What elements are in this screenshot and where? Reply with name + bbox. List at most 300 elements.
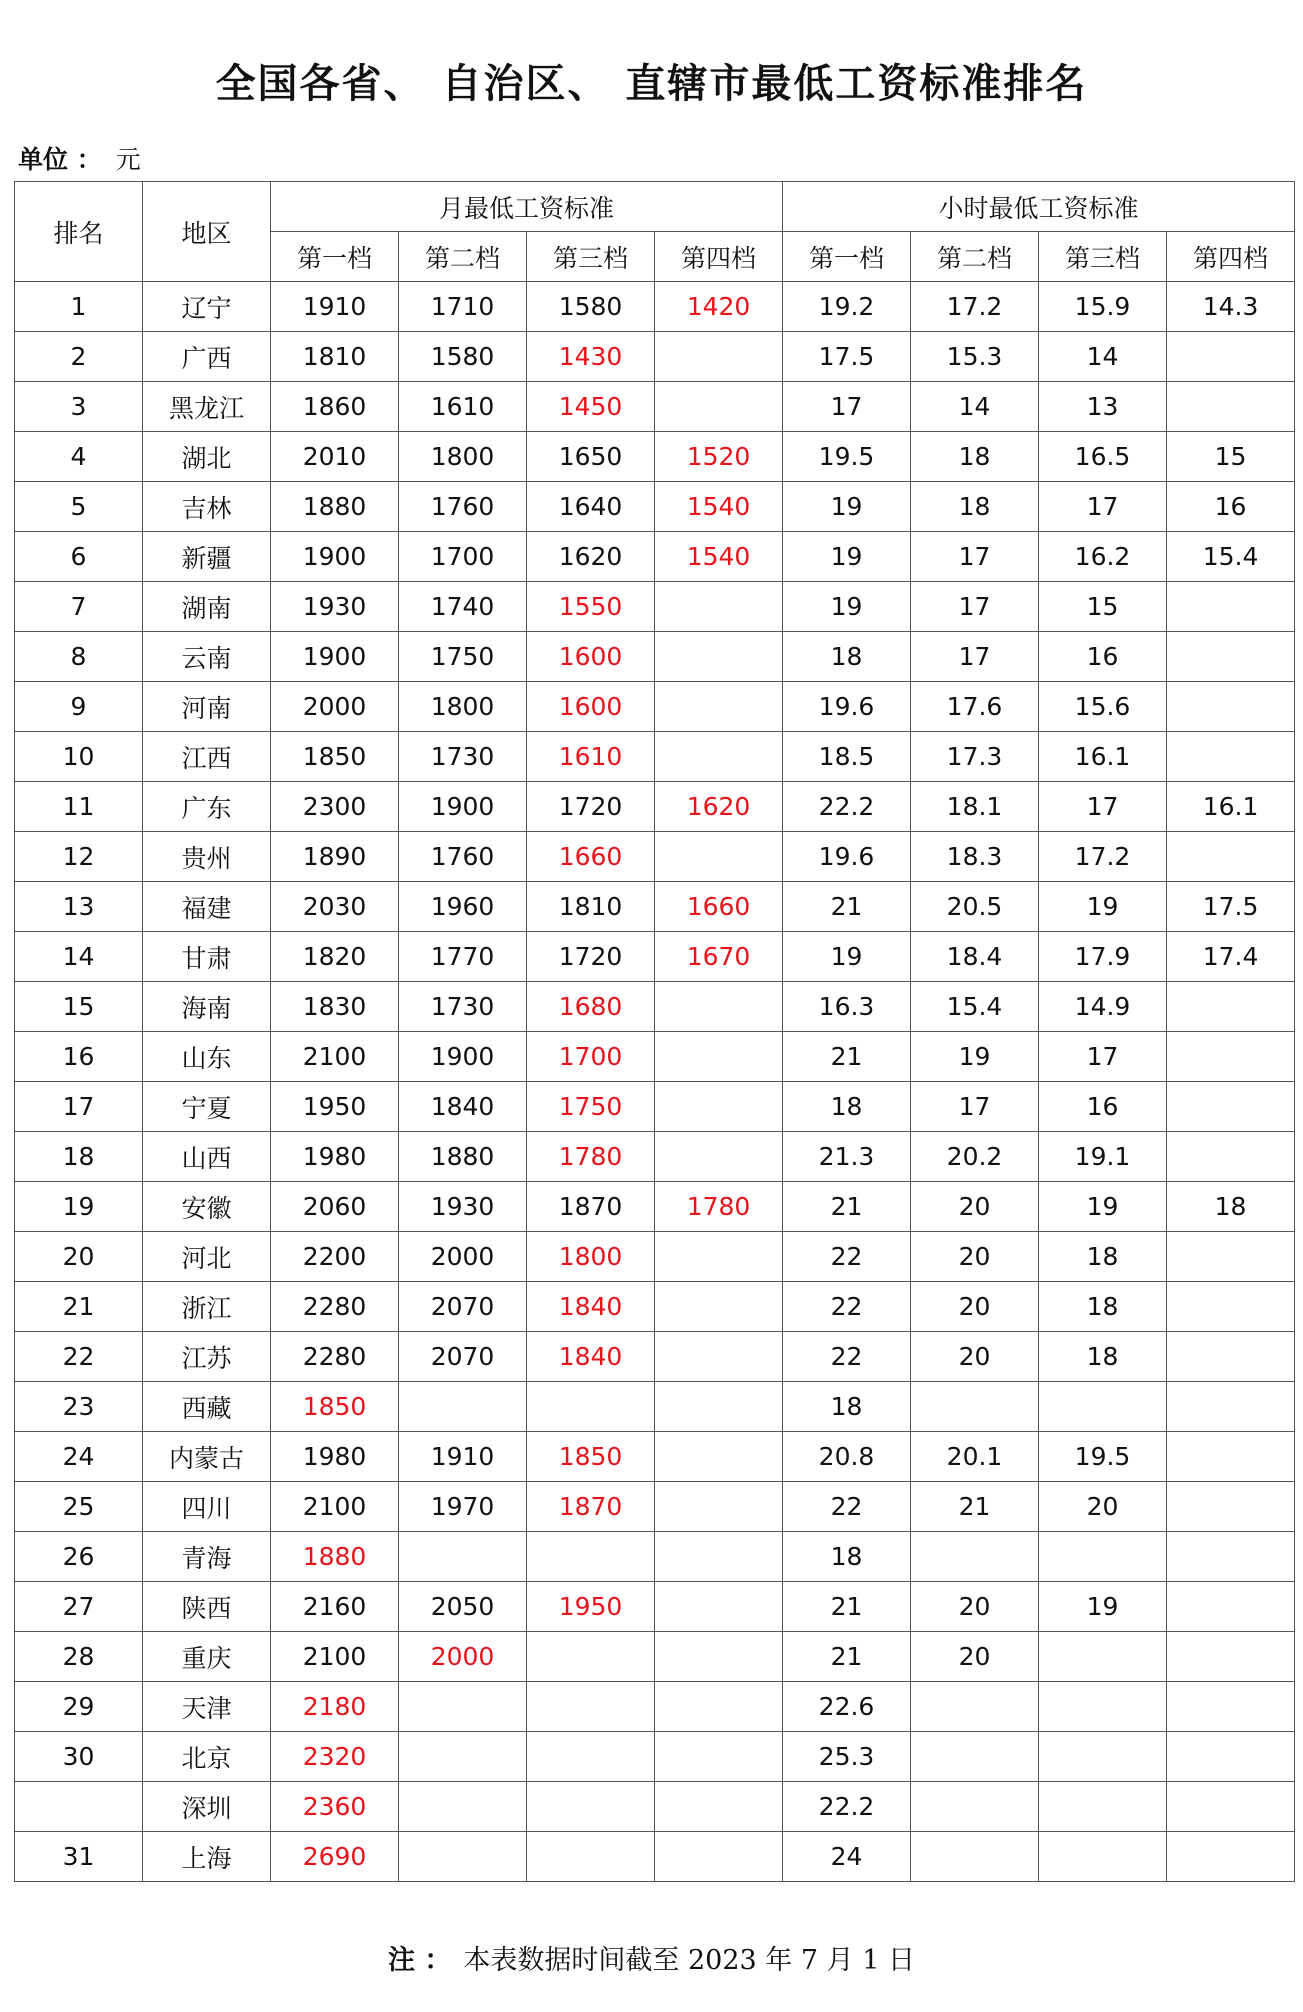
header-hourly-tier-4: 第四档	[1167, 232, 1295, 282]
rank-cell: 27	[15, 1582, 143, 1632]
monthly-tier-3-cell	[527, 1732, 655, 1782]
table-row	[15, 782, 1295, 832]
hourly-tier-4-cell	[1167, 982, 1295, 1032]
hourly-tier-2-cell: 18.3	[911, 832, 1039, 882]
hourly-tier-1-cell: 22	[783, 1332, 911, 1382]
hourly-tier-1-cell: 19.6	[783, 832, 911, 882]
hourly-tier-1-cell: 19.2	[783, 282, 911, 332]
hourly-tier-1-cell: 19	[783, 932, 911, 982]
monthly-tier-4-cell	[655, 1482, 783, 1532]
hourly-tier-2-cell: 15.3	[911, 332, 1039, 382]
region-cell: 北京	[143, 1732, 271, 1782]
rank-cell: 29	[15, 1682, 143, 1732]
rank-cell: 25	[15, 1482, 143, 1532]
rank-cell: 16	[15, 1032, 143, 1082]
header-region: 地区	[143, 182, 271, 282]
hourly-tier-3-cell	[1039, 1782, 1167, 1832]
hourly-tier-3-cell	[1039, 1832, 1167, 1882]
monthly-tier-1-cell: 2300	[271, 782, 399, 832]
monthly-tier-1-cell: 1900	[271, 532, 399, 582]
region-cell: 湖北	[143, 432, 271, 482]
monthly-tier-2-cell: 2000	[399, 1632, 527, 1682]
region-cell: 四川	[143, 1482, 271, 1532]
hourly-tier-1-cell: 18	[783, 632, 911, 682]
monthly-tier-3-cell: 1870	[527, 1182, 655, 1232]
monthly-tier-2-cell: 1740	[399, 582, 527, 632]
hourly-tier-4-cell	[1167, 1482, 1295, 1532]
monthly-tier-3-cell: 1700	[527, 1032, 655, 1082]
hourly-tier-3-cell: 15.9	[1039, 282, 1167, 332]
hourly-tier-3-cell: 18	[1039, 1332, 1167, 1382]
region-cell: 山西	[143, 1132, 271, 1182]
hourly-tier-4-cell: 15	[1167, 432, 1295, 482]
monthly-tier-1-cell: 1980	[271, 1132, 399, 1182]
monthly-tier-2-cell: 1840	[399, 1082, 527, 1132]
hourly-tier-2-cell: 20.1	[911, 1432, 1039, 1482]
monthly-tier-1-cell: 2100	[271, 1482, 399, 1532]
rank-cell: 20	[15, 1232, 143, 1282]
monthly-tier-4-cell	[655, 1232, 783, 1282]
rank-cell: 13	[15, 882, 143, 932]
monthly-tier-4-cell	[655, 1032, 783, 1082]
monthly-tier-1-cell: 2060	[271, 1182, 399, 1232]
hourly-tier-4-cell	[1167, 1782, 1295, 1832]
monthly-tier-2-cell	[399, 1532, 527, 1582]
monthly-tier-4-cell	[655, 1382, 783, 1432]
hourly-tier-4-cell	[1167, 1332, 1295, 1382]
monthly-tier-1-cell: 2320	[271, 1732, 399, 1782]
hourly-tier-1-cell: 18	[783, 1532, 911, 1582]
monthly-tier-4-cell	[655, 1632, 783, 1682]
monthly-tier-4-cell	[655, 1432, 783, 1482]
table-row	[15, 982, 1295, 1032]
monthly-tier-2-cell: 1800	[399, 682, 527, 732]
hourly-tier-3-cell: 18	[1039, 1232, 1167, 1282]
monthly-tier-3-cell: 1640	[527, 482, 655, 532]
hourly-tier-1-cell: 16.3	[783, 982, 911, 1032]
rank-cell: 19	[15, 1182, 143, 1232]
hourly-tier-4-cell	[1167, 1082, 1295, 1132]
monthly-tier-1-cell: 2000	[271, 682, 399, 732]
region-cell: 广东	[143, 782, 271, 832]
monthly-tier-4-cell	[655, 632, 783, 682]
rank-cell: 2	[15, 332, 143, 382]
monthly-tier-3-cell	[527, 1382, 655, 1432]
monthly-tier-3-cell: 1620	[527, 532, 655, 582]
monthly-tier-2-cell: 2050	[399, 1582, 527, 1632]
monthly-tier-1-cell: 1930	[271, 582, 399, 632]
monthly-tier-2-cell: 1580	[399, 332, 527, 382]
monthly-tier-1-cell: 1820	[271, 932, 399, 982]
monthly-tier-3-cell: 1680	[527, 982, 655, 1032]
hourly-tier-3-cell: 17	[1039, 1032, 1167, 1082]
monthly-tier-1-cell: 1950	[271, 1082, 399, 1132]
hourly-tier-1-cell: 21	[783, 1182, 911, 1232]
region-cell: 新疆	[143, 532, 271, 582]
hourly-tier-2-cell: 14	[911, 382, 1039, 432]
table-row	[15, 1382, 1295, 1432]
rank-cell: 15	[15, 982, 143, 1032]
hourly-tier-2-cell: 20.5	[911, 882, 1039, 932]
hourly-tier-4-cell: 17.5	[1167, 882, 1295, 932]
region-cell: 西藏	[143, 1382, 271, 1432]
monthly-tier-1-cell: 1900	[271, 632, 399, 682]
monthly-tier-4-cell: 1620	[655, 782, 783, 832]
header-monthly-tier-2: 第二档	[399, 232, 527, 282]
wage-table-body	[15, 282, 1295, 1882]
region-cell: 吉林	[143, 482, 271, 532]
monthly-tier-2-cell: 1730	[399, 732, 527, 782]
monthly-tier-2-cell: 1710	[399, 282, 527, 332]
table-row	[15, 1182, 1295, 1232]
hourly-tier-1-cell: 21	[783, 1632, 911, 1682]
unit-label: 单位 ：	[18, 145, 102, 174]
rank-cell: 18	[15, 1132, 143, 1182]
monthly-tier-2-cell: 1750	[399, 632, 527, 682]
rank-cell: 3	[15, 382, 143, 432]
hourly-tier-1-cell: 18.5	[783, 732, 911, 782]
table-row	[15, 832, 1295, 882]
hourly-tier-2-cell: 18	[911, 482, 1039, 532]
hourly-tier-2-cell	[911, 1532, 1039, 1582]
hourly-tier-3-cell: 16.5	[1039, 432, 1167, 482]
table-row	[15, 1782, 1295, 1832]
table-row	[15, 1482, 1295, 1532]
table-row	[15, 532, 1295, 582]
hourly-tier-3-cell: 19	[1039, 882, 1167, 932]
region-cell: 河北	[143, 1232, 271, 1282]
wage-table	[14, 181, 1295, 1882]
region-cell: 广西	[143, 332, 271, 382]
table-row	[15, 282, 1295, 332]
hourly-tier-4-cell	[1167, 1432, 1295, 1482]
hourly-tier-4-cell	[1167, 732, 1295, 782]
region-cell: 福建	[143, 882, 271, 932]
monthly-tier-1-cell: 2100	[271, 1032, 399, 1082]
region-cell: 湖南	[143, 582, 271, 632]
region-cell: 海南	[143, 982, 271, 1032]
rank-cell: 6	[15, 532, 143, 582]
hourly-tier-2-cell: 20	[911, 1582, 1039, 1632]
table-row	[15, 1682, 1295, 1732]
hourly-tier-4-cell	[1167, 1682, 1295, 1732]
monthly-tier-2-cell: 1900	[399, 1032, 527, 1082]
hourly-tier-3-cell: 14	[1039, 332, 1167, 382]
hourly-tier-1-cell: 22.2	[783, 782, 911, 832]
monthly-tier-1-cell: 1810	[271, 332, 399, 382]
hourly-tier-3-cell	[1039, 1732, 1167, 1782]
hourly-tier-2-cell: 17	[911, 1082, 1039, 1132]
header-row-groups	[15, 182, 1295, 232]
monthly-tier-2-cell: 1910	[399, 1432, 527, 1482]
hourly-tier-1-cell: 19	[783, 532, 911, 582]
monthly-tier-2-cell	[399, 1782, 527, 1832]
hourly-tier-2-cell: 17	[911, 632, 1039, 682]
monthly-tier-4-cell: 1420	[655, 282, 783, 332]
monthly-tier-1-cell: 2280	[271, 1332, 399, 1382]
hourly-tier-2-cell: 20	[911, 1232, 1039, 1282]
monthly-tier-1-cell: 1890	[271, 832, 399, 882]
hourly-tier-4-cell	[1167, 1582, 1295, 1632]
hourly-tier-2-cell: 20.2	[911, 1132, 1039, 1182]
hourly-tier-4-cell: 14.3	[1167, 282, 1295, 332]
table-row	[15, 632, 1295, 682]
hourly-tier-1-cell: 24	[783, 1832, 911, 1882]
header-hourly: 小时最低工资标准	[783, 182, 1295, 232]
monthly-tier-4-cell	[655, 1532, 783, 1582]
region-cell: 内蒙古	[143, 1432, 271, 1482]
hourly-tier-3-cell: 16	[1039, 1082, 1167, 1132]
monthly-tier-4-cell: 1660	[655, 882, 783, 932]
monthly-tier-1-cell: 1980	[271, 1432, 399, 1482]
hourly-tier-4-cell	[1167, 582, 1295, 632]
hourly-tier-3-cell: 15.6	[1039, 682, 1167, 732]
rank-cell: 17	[15, 1082, 143, 1132]
hourly-tier-4-cell: 16	[1167, 482, 1295, 532]
monthly-tier-2-cell: 1760	[399, 832, 527, 882]
header-monthly-tier-1: 第一档	[271, 232, 399, 282]
region-cell: 山东	[143, 1032, 271, 1082]
monthly-tier-1-cell: 2280	[271, 1282, 399, 1332]
hourly-tier-4-cell: 15.4	[1167, 532, 1295, 582]
monthly-tier-2-cell	[399, 1382, 527, 1432]
monthly-tier-3-cell: 1610	[527, 732, 655, 782]
hourly-tier-3-cell: 13	[1039, 382, 1167, 432]
region-cell: 云南	[143, 632, 271, 682]
hourly-tier-4-cell	[1167, 1132, 1295, 1182]
monthly-tier-3-cell: 1810	[527, 882, 655, 932]
monthly-tier-4-cell	[655, 332, 783, 382]
hourly-tier-2-cell: 18.4	[911, 932, 1039, 982]
hourly-tier-2-cell: 20	[911, 1282, 1039, 1332]
header-monthly: 月最低工资标准	[271, 182, 783, 232]
rank-cell: 23	[15, 1382, 143, 1432]
monthly-tier-4-cell	[655, 1132, 783, 1182]
hourly-tier-4-cell: 17.4	[1167, 932, 1295, 982]
rank-cell: 31	[15, 1832, 143, 1882]
hourly-tier-2-cell: 17.2	[911, 282, 1039, 332]
hourly-tier-4-cell	[1167, 1532, 1295, 1582]
table-row	[15, 482, 1295, 532]
hourly-tier-2-cell: 19	[911, 1032, 1039, 1082]
rank-cell: 28	[15, 1632, 143, 1682]
table-row	[15, 882, 1295, 932]
hourly-tier-3-cell: 16.1	[1039, 732, 1167, 782]
monthly-tier-4-cell	[655, 382, 783, 432]
hourly-tier-1-cell: 21	[783, 1032, 911, 1082]
hourly-tier-1-cell: 18	[783, 1382, 911, 1432]
monthly-tier-4-cell	[655, 582, 783, 632]
monthly-tier-4-cell	[655, 1082, 783, 1132]
hourly-tier-2-cell: 20	[911, 1632, 1039, 1682]
monthly-tier-1-cell: 1910	[271, 282, 399, 332]
hourly-tier-4-cell	[1167, 1832, 1295, 1882]
hourly-tier-3-cell: 17.2	[1039, 832, 1167, 882]
monthly-tier-2-cell: 1960	[399, 882, 527, 932]
monthly-tier-1-cell: 2010	[271, 432, 399, 482]
monthly-tier-4-cell: 1540	[655, 532, 783, 582]
hourly-tier-4-cell	[1167, 832, 1295, 882]
monthly-tier-3-cell: 1720	[527, 932, 655, 982]
monthly-tier-3-cell	[527, 1682, 655, 1732]
monthly-tier-3-cell: 1450	[527, 382, 655, 432]
hourly-tier-1-cell: 22.2	[783, 1782, 911, 1832]
hourly-tier-4-cell	[1167, 1732, 1295, 1782]
header-monthly-tier-3: 第三档	[527, 232, 655, 282]
monthly-tier-3-cell: 1600	[527, 632, 655, 682]
monthly-tier-4-cell	[655, 1832, 783, 1882]
rank-cell: 26	[15, 1532, 143, 1582]
rank-cell: 9	[15, 682, 143, 732]
hourly-tier-1-cell: 22.6	[783, 1682, 911, 1732]
hourly-tier-4-cell: 16.1	[1167, 782, 1295, 832]
monthly-tier-4-cell	[655, 682, 783, 732]
hourly-tier-1-cell: 20.8	[783, 1432, 911, 1482]
hourly-tier-2-cell	[911, 1832, 1039, 1882]
monthly-tier-3-cell: 1840	[527, 1332, 655, 1382]
hourly-tier-3-cell: 19	[1039, 1582, 1167, 1632]
region-cell: 宁夏	[143, 1082, 271, 1132]
table-row	[15, 1082, 1295, 1132]
page-title: 全国各省、 自治区、 直辖市最低工资标准排名	[215, 60, 1088, 107]
monthly-tier-4-cell	[655, 1782, 783, 1832]
rank-cell: 8	[15, 632, 143, 682]
monthly-tier-3-cell: 1600	[527, 682, 655, 732]
header-hourly-tier-1: 第一档	[783, 232, 911, 282]
table-row	[15, 432, 1295, 482]
hourly-tier-3-cell: 19.1	[1039, 1132, 1167, 1182]
region-cell: 天津	[143, 1682, 271, 1732]
table-row	[15, 582, 1295, 632]
hourly-tier-1-cell: 18	[783, 1082, 911, 1132]
hourly-tier-2-cell: 17.3	[911, 732, 1039, 782]
monthly-tier-2-cell: 1770	[399, 932, 527, 982]
monthly-tier-4-cell	[655, 732, 783, 782]
footnote	[0, 1938, 1303, 1977]
hourly-tier-2-cell: 15.4	[911, 982, 1039, 1032]
hourly-tier-3-cell	[1039, 1532, 1167, 1582]
monthly-tier-1-cell: 2690	[271, 1832, 399, 1882]
table-row	[15, 1582, 1295, 1632]
header-rank: 排名	[15, 182, 143, 282]
monthly-tier-3-cell	[527, 1782, 655, 1832]
monthly-tier-3-cell: 1800	[527, 1232, 655, 1282]
rank-cell: 4	[15, 432, 143, 482]
table-row	[15, 1732, 1295, 1782]
unit-line	[18, 140, 141, 176]
monthly-tier-2-cell: 1880	[399, 1132, 527, 1182]
monthly-tier-3-cell: 1660	[527, 832, 655, 882]
monthly-tier-1-cell: 2200	[271, 1232, 399, 1282]
hourly-tier-2-cell	[911, 1382, 1039, 1432]
hourly-tier-3-cell: 18	[1039, 1282, 1167, 1332]
region-cell: 江西	[143, 732, 271, 782]
region-cell: 贵州	[143, 832, 271, 882]
rank-cell: 24	[15, 1432, 143, 1482]
region-cell: 青海	[143, 1532, 271, 1582]
hourly-tier-4-cell	[1167, 1282, 1295, 1332]
hourly-tier-3-cell: 14.9	[1039, 982, 1167, 1032]
region-cell: 重庆	[143, 1632, 271, 1682]
monthly-tier-3-cell: 1780	[527, 1132, 655, 1182]
rank-cell	[15, 1782, 143, 1832]
table-row	[15, 1832, 1295, 1882]
monthly-tier-2-cell: 1730	[399, 982, 527, 1032]
monthly-tier-2-cell: 1760	[399, 482, 527, 532]
table-row	[15, 332, 1295, 382]
hourly-tier-1-cell: 21.3	[783, 1132, 911, 1182]
monthly-tier-2-cell: 1900	[399, 782, 527, 832]
monthly-tier-3-cell	[527, 1632, 655, 1682]
hourly-tier-2-cell: 17.6	[911, 682, 1039, 732]
hourly-tier-3-cell: 17	[1039, 782, 1167, 832]
hourly-tier-1-cell: 21	[783, 882, 911, 932]
monthly-tier-1-cell: 1850	[271, 732, 399, 782]
monthly-tier-2-cell: 2070	[399, 1332, 527, 1382]
monthly-tier-1-cell: 2160	[271, 1582, 399, 1632]
hourly-tier-1-cell: 19	[783, 482, 911, 532]
monthly-tier-1-cell: 1830	[271, 982, 399, 1032]
hourly-tier-3-cell: 20	[1039, 1482, 1167, 1532]
hourly-tier-4-cell	[1167, 682, 1295, 732]
monthly-tier-4-cell: 1780	[655, 1182, 783, 1232]
monthly-tier-3-cell	[527, 1832, 655, 1882]
hourly-tier-3-cell	[1039, 1682, 1167, 1732]
table-row	[15, 1032, 1295, 1082]
region-cell: 江苏	[143, 1332, 271, 1382]
monthly-tier-1-cell: 1860	[271, 382, 399, 432]
rank-cell: 21	[15, 1282, 143, 1332]
hourly-tier-2-cell	[911, 1782, 1039, 1832]
hourly-tier-1-cell: 22	[783, 1282, 911, 1332]
rank-cell: 14	[15, 932, 143, 982]
footnote-label: 注 ：	[388, 1945, 452, 1976]
unit-value: 元	[115, 145, 141, 174]
table-row	[15, 382, 1295, 432]
rank-cell: 12	[15, 832, 143, 882]
monthly-tier-4-cell: 1520	[655, 432, 783, 482]
hourly-tier-3-cell: 16.2	[1039, 532, 1167, 582]
hourly-tier-2-cell	[911, 1682, 1039, 1732]
monthly-tier-3-cell: 1580	[527, 282, 655, 332]
rank-cell: 10	[15, 732, 143, 782]
hourly-tier-4-cell	[1167, 1382, 1295, 1432]
hourly-tier-4-cell	[1167, 332, 1295, 382]
hourly-tier-1-cell: 19.5	[783, 432, 911, 482]
region-cell: 辽宁	[143, 282, 271, 332]
hourly-tier-2-cell: 18.1	[911, 782, 1039, 832]
hourly-tier-3-cell: 19	[1039, 1182, 1167, 1232]
hourly-tier-3-cell: 17	[1039, 482, 1167, 532]
hourly-tier-2-cell: 21	[911, 1482, 1039, 1532]
footnote-text: 本表数据时间截至 2023 年 7 月 1 日	[463, 1945, 915, 1976]
monthly-tier-4-cell	[655, 832, 783, 882]
monthly-tier-3-cell: 1550	[527, 582, 655, 632]
region-cell: 陕西	[143, 1582, 271, 1632]
monthly-tier-2-cell: 1700	[399, 532, 527, 582]
monthly-tier-2-cell: 2000	[399, 1232, 527, 1282]
monthly-tier-3-cell: 1430	[527, 332, 655, 382]
hourly-tier-2-cell: 20	[911, 1182, 1039, 1232]
monthly-tier-1-cell: 2030	[271, 882, 399, 932]
table-row	[15, 682, 1295, 732]
monthly-tier-1-cell: 1880	[271, 482, 399, 532]
hourly-tier-4-cell	[1167, 632, 1295, 682]
hourly-tier-1-cell: 17	[783, 382, 911, 432]
monthly-tier-4-cell	[655, 1332, 783, 1382]
table-row	[15, 1332, 1295, 1382]
hourly-tier-3-cell	[1039, 1632, 1167, 1682]
